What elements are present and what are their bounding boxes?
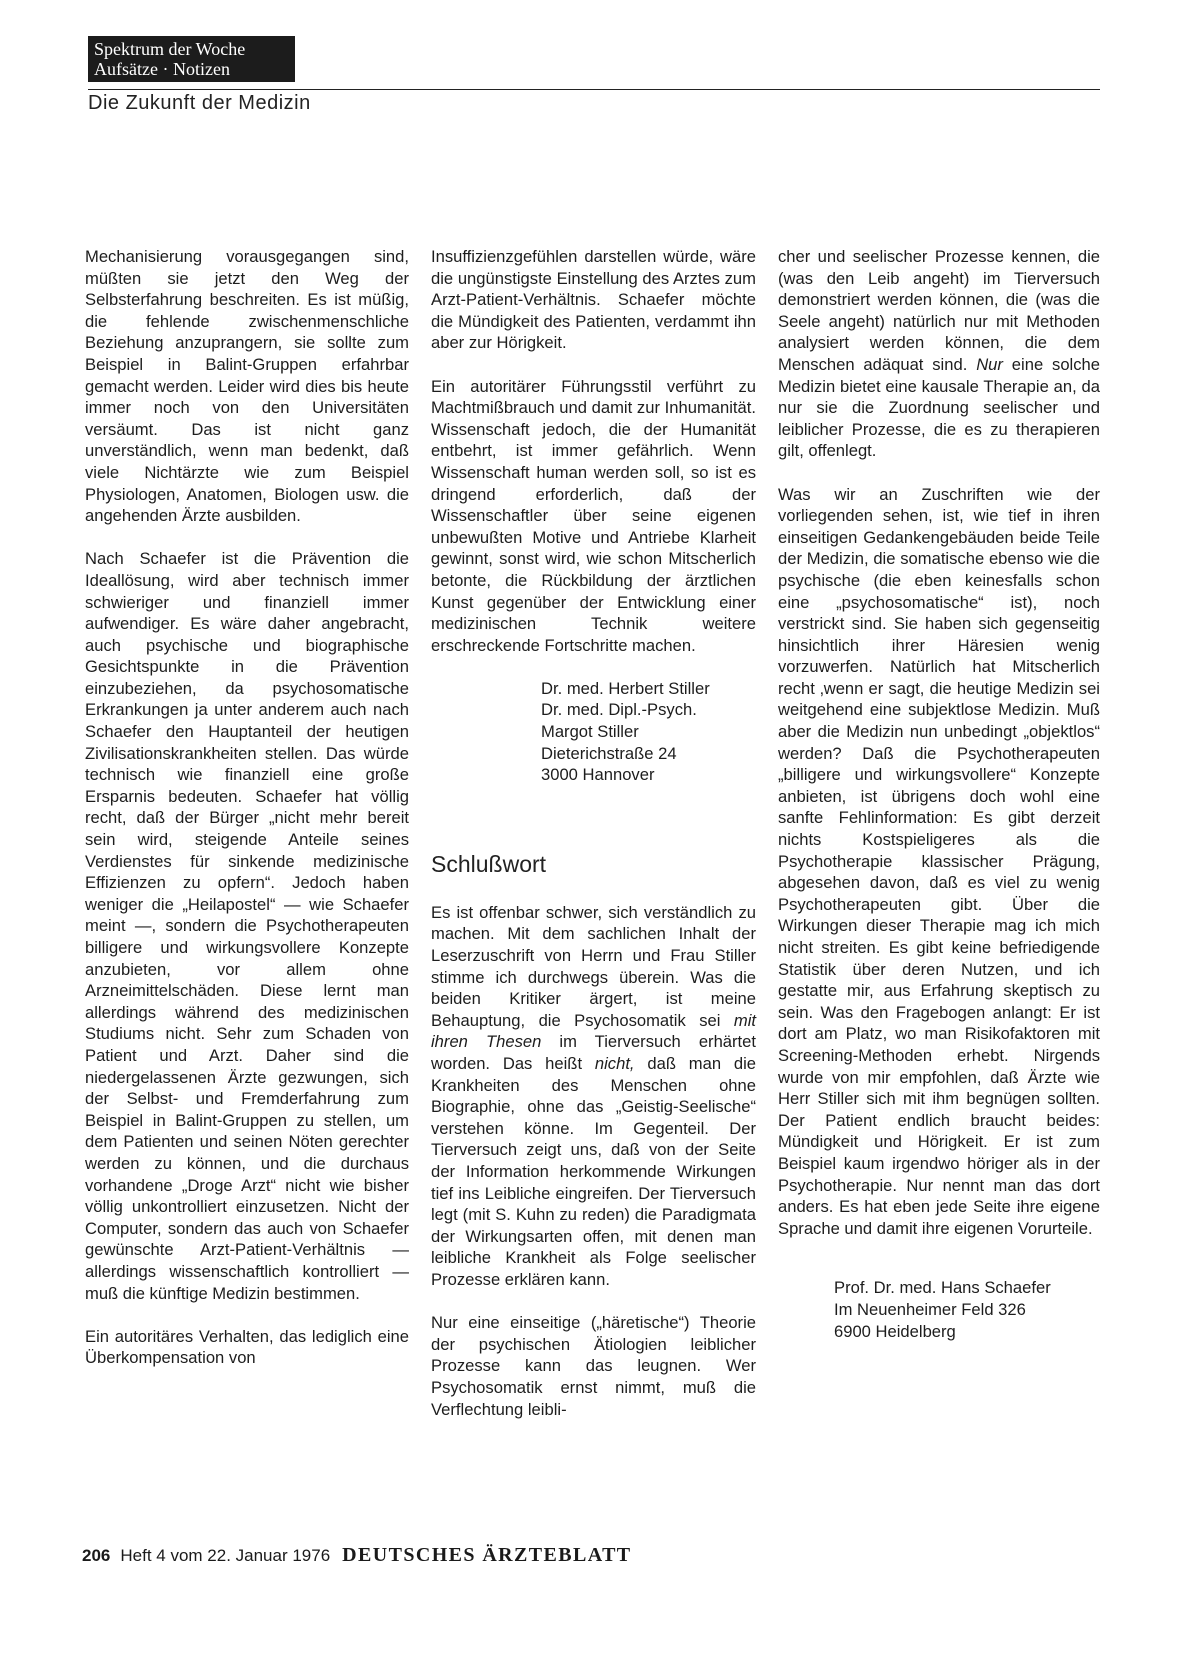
text-run: im Tierversuch erhärtet worden. Das heißt (431, 1032, 757, 1073)
section-header-box (88, 36, 295, 82)
issue-info: Heft 4 vom 22. Januar 1976 (120, 1546, 331, 1565)
emphasis: Nur (976, 354, 1003, 374)
header-box-line-1: Spektrum der Woche (94, 39, 246, 59)
page-number: 206 (82, 1546, 111, 1565)
letter-signature (431, 678, 756, 786)
signature-line: Dr. med. Herbert Stiller (541, 678, 710, 698)
paragraph: Was wir an Zuschriften wie der vorliegenden sehen, ist, wie tief in ihren einseitigen Gedankengebäuden beide Teile der Medizin, die somatische ebenso wie die psychische (die eben keinesfalls schon eine „psychosomatische“ ist), noch verstrickt sind. Sie haben sich gegenseitig hinsichtlich ihrer Häresien wenig vorzuwerfen. Natürlich hat Mitscherlich recht ‚wenn er sagt, die heutige Medizin sei weitgehend eine subjektlose Medizin. Muß aber die Medizin nun unbedingt „objektlos“ werden? Daß die Psychotherapeuten „billigere und wirkungsvollere“ Konzepte anbieten, ist übrigens doch wohl eine sanfte Fehlinformation: Es gibt derzeit nichts Kostspieligeres als die Psychotherapie klassischer Prägung, abgesehen davon, daß es viel zu wenig Psychotherapeuten gibt. Über die Wirkungen dieser Therapie mag ich mich nicht streiten. Es gibt keine befriedigende Statistik über deren Nutzen, und ich gestatte mir, aus Erfahrung skeptisch zu sein. Was den Fragebogen anlangt: Er ist dort am Platz, wo man Risikofaktoren mit Screening-Methoden erhebt. Nirgends wurde von mir empfohlen, daß Ärzte wie Herr Stiller sich mit ihm begnügen sollten. Der Patient endlich braucht beides: Mündigkeit und Hörigkeit. Er ist zum Beispiel kaum irgendwo höriger als in der Psychotherapie. Nur nennt man das dort anders. Es hat eben jede Seite ihre eigene Sprache und damit ihre eigenen Vorurteile. (778, 484, 1100, 1238)
column-1 (85, 246, 409, 1369)
text-run: eine solche Medizin bietet eine kausale Therapie an, da nur sie die Zuordnung seelischer und leiblicher Prozesse, die es zu therapieren gilt, offenlegt. (778, 354, 1100, 461)
signature-line: Margot Stiller (541, 722, 639, 742)
emphasis: mit ihren Thesen (431, 1010, 756, 1052)
column-2 (431, 246, 756, 1420)
paragraph: Nach Schaefer ist die Prävention die Ideallösung, wird aber technisch immer schwieriger und finanziell immer aufwendiger. Es wäre daher angebracht, auch psychische und biographische Gesichtspunkte in die Prävention einzubeziehen, da psychosomatische Erkrankungen ja unter anderem auch nach Schaefer den Hauptanteil der heutigen Zivilisationskrankheiten stellen. Das würde technisch wie finanziell eine große Ersparnis bedeuten. Schaefer hat völlig recht, daß der Bürger „nicht mehr bereit sein wird, steigende Anteile seines Verdienstes für sinkende medizinische Effizienzen zu opfern“. Jedoch haben weniger die „Heilapostel“ — wie Schaefer meint —, sondern die Psychotherapeuten billigere und wirkungsvollere Konzepte anzubieten, vor allem ohne Arzneimittelschäden. Diese lernt man allerdings während des medizinischen Studiums nicht. Sehr zum Schaden von Patient und Arzt. Daher sind die niedergelassenen Ärzte gezwungen, sich der Selbst- und Fremderfahrung zum Beispiel in Balint-Gruppen zu stellen, um dem Patienten und seinen Nöten gerechter werden zu können, und die durchaus vorhandene „Droge Arzt“ nicht wie bisher völlig unkontrolliert einzusetzen. Nicht der Computer, sondern das auch von Schaefer gewünschte Arzt-Patient-Verhältnis — allerdings wissenschaftlich kontrolliert — muß die künftige Medizin bestimmen. (85, 549, 409, 1303)
signature-line: Im Neuenheimer Feld 326 (834, 1299, 1026, 1319)
signature-line: Prof. Dr. med. Hans Schaefer (834, 1278, 1051, 1298)
reply-signature (778, 1277, 1100, 1342)
section-title: Die Zukunft der Medizin (88, 92, 311, 114)
header-box-line-2: Aufsätze · Notizen (94, 59, 230, 79)
text-run: daß man die Krankheiten des Menschen ohne Biographie, ohne das „Geistig-Seelische“ verstehen könne. Im Gegenteil. Der Tierversuch zeigt uns, daß von der Seite der Information herkommende Wirkungen tief ins Leibliche eingreifen. Der Tierversuch legt (mit S. Kuhn zu reden) die Paradigmata der Wirkungsarten offen, mit denen man leibliche Krankheit als Folge seelischer Prozesse erklären kann. (431, 1054, 756, 1289)
signature-line: Dieterichstraße 24 (541, 743, 677, 763)
signature-line: 6900 Heidelberg (834, 1321, 956, 1341)
text-run: Es ist offenbar schwer, sich verständlich zu machen. Mit dem sachlichen Inhalt der Leserzuschrift von Herrn und Frau Stiller stimme ich durchwegs überein. Was die beiden Kritiker ärgert, ist meine Behauptung, die Psychosomatik sei (431, 902, 756, 1030)
paragraph: Ein autoritärer Führungsstil verführt zu Machtmißbrauch und damit zur Inhumanität. Wissenschaft jedoch, die der Humanität entbehrt, ist immer gefährlich. Wenn Wissenschaft human werden soll, so ist es dringend erforderlich, daß der Wissenschaftler über seine eigenen unbewußten Motive und Antriebe Klarheit gewinnt, sonst wird, wie schon Mitscherlich betonte, die Rückbildung der ärztlichen Kunst gegenüber der Entwicklung einer medizinischen Technik weitere erschreckende Fortschritte machen. (431, 376, 756, 655)
paragraph: Ein autoritäres Verhalten, das lediglich eine Überkompensation von (85, 1326, 409, 1368)
journal-name: DEUTSCHES ÄRZTEBLATT (342, 1544, 632, 1566)
signature-line: 3000 Hannover (541, 765, 655, 785)
paragraph (431, 902, 756, 1291)
text-run: cher und seelischer Prozesse kennen, die (was den Leib angeht) im Tierversuch demonstriert werden können, die (was die Seele angeht) natürlich nur mit Methoden analysiert werden können, die dem Menschen adäquat sind. (778, 247, 1100, 374)
signature-line: Dr. med. Dipl.-Psych. (541, 700, 697, 720)
emphasis: nicht, (594, 1054, 635, 1073)
paragraph: Insuffizienzgefühlen darstellen würde, wäre die ungünstigste Einstellung des Arztes zum Arzt-Patient-Verhältnis. Schaefer möchte die Mündigkeit des Patienten, verdammt ihn aber zur Hörigkeit. (431, 247, 756, 353)
paragraph: Mechanisierung vorausgegangen sind, müßten sie jetzt den Weg der Selbsterfahrung beschreiten. Es ist müßig, die fehlende zwischenmenschliche Beziehung anzuprangern, sie sollte zum Beispiel in Balint-Gruppen erfahrbar gemacht werden. Leider wird dies bis heute immer noch von den Universitäten versäumt. Das ist nicht ganz unverständlich, wenn man bedenkt, daß viele Nichtärzte wie zum Beispiel Physiologen, Anatomen, Biologen usw. die angehenden Ärzte ausbilden. (85, 247, 409, 526)
paragraph (778, 246, 1100, 462)
paragraph: Nur eine einseitige („häretische“) Theorie der psychischen Ätiologien leiblicher Prozesse kann das leugnen. Wer Psychosomatik ernst nimmt, muß die Verflechtung leibli- (431, 1313, 756, 1419)
page-footer (82, 1544, 632, 1572)
subheading-schlusswort: Schlußwort (431, 850, 547, 877)
header-rule (88, 89, 1100, 90)
column-3 (778, 246, 1100, 1342)
